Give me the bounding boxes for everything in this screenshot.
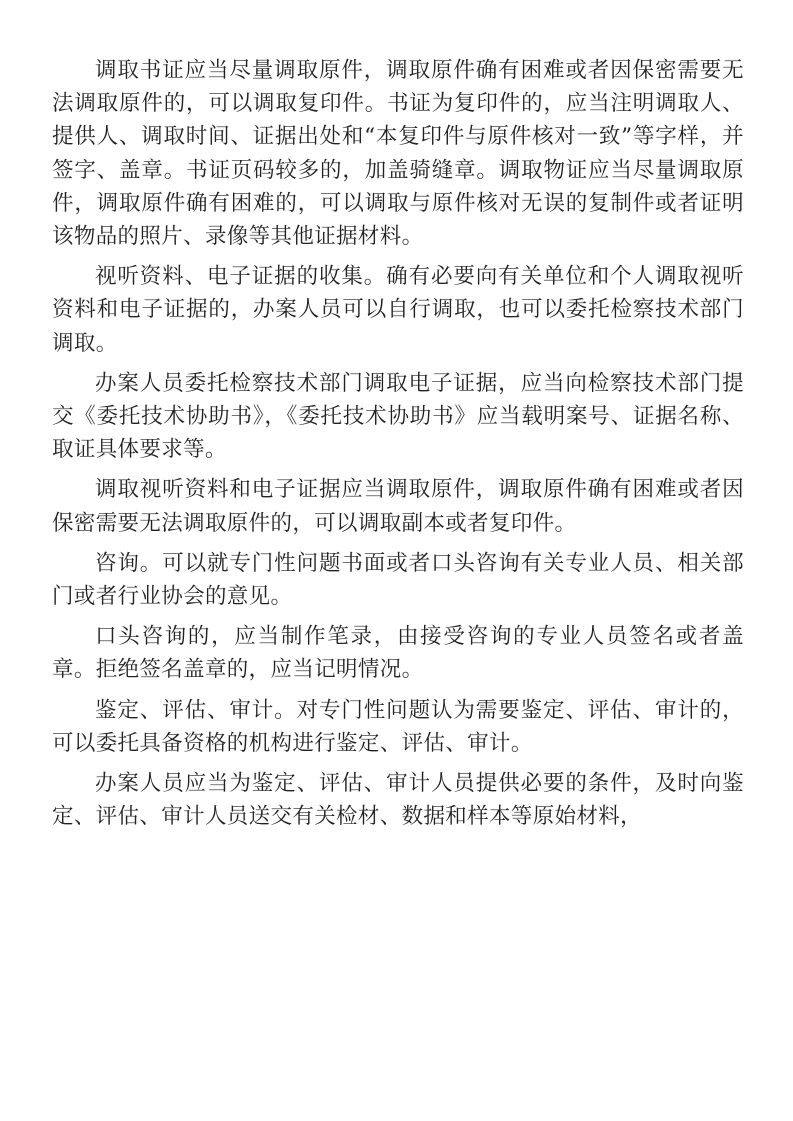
paragraph-appraisal: 鉴定、评估、审计。对专门性问题认为需要鉴定、评估、审计的，可以委托具备资格的机构进行鉴定、评估、审计。 [52, 697, 744, 756]
paragraph-technical-delegation: 办案人员委托检察技术部门调取电子证据，应当向检察技术部门提交《委托技术协助书》，《委托技术协助书》应当载明案号、证据名称、取证具体要求等。 [52, 370, 744, 463]
paragraph-appraiser-support: 办案人员应当为鉴定、评估、审计人员提供必要的条件，及时向鉴定、评估、审计人员送交有关检材、数据和样本等原始材料， [52, 771, 744, 830]
paragraph-oral-consultation: 口头咨询的，应当制作笔录，由接受咨询的专业人员签名或者盖章。拒绝签名盖章的，应当记明情况。 [52, 624, 744, 683]
paragraph-documentary-evidence: 调取书证应当尽量调取原件，调取原件确有困难或者因保密需要无法调取原件的，可以调取复印件。书证为复印件的，应当注明调取人、提供人、调取时间、证据出处和“本复印件与原件核对一致”等字样，并签字、盖章。书证页码较多的，加盖骑缝章。调取物证应当尽量调取原件，调取原件确有困难的，可以调取与原件核对无误的复制件或者证明该物品的照片、录像等其他证据材料。 [52, 58, 744, 250]
paragraph-consultation: 咨询。可以就专门性问题书面或者口头咨询有关专业人员、相关部门或者行业协会的意见。 [52, 550, 744, 610]
paragraph-audiovisual-collection: 视听资料、电子证据的收集。确有必要向有关单位和个人调取视听资料和电子证据的，办案人员可以自行调取，也可以委托检察技术部门调取。 [52, 264, 744, 356]
paragraph-original-copies: 调取视听资料和电子证据应当调取原件，调取原件确有困难或者因保密需要无法调取原件的，可以调取副本或者复印件。 [52, 477, 744, 536]
document-body [52, 54, 744, 840]
